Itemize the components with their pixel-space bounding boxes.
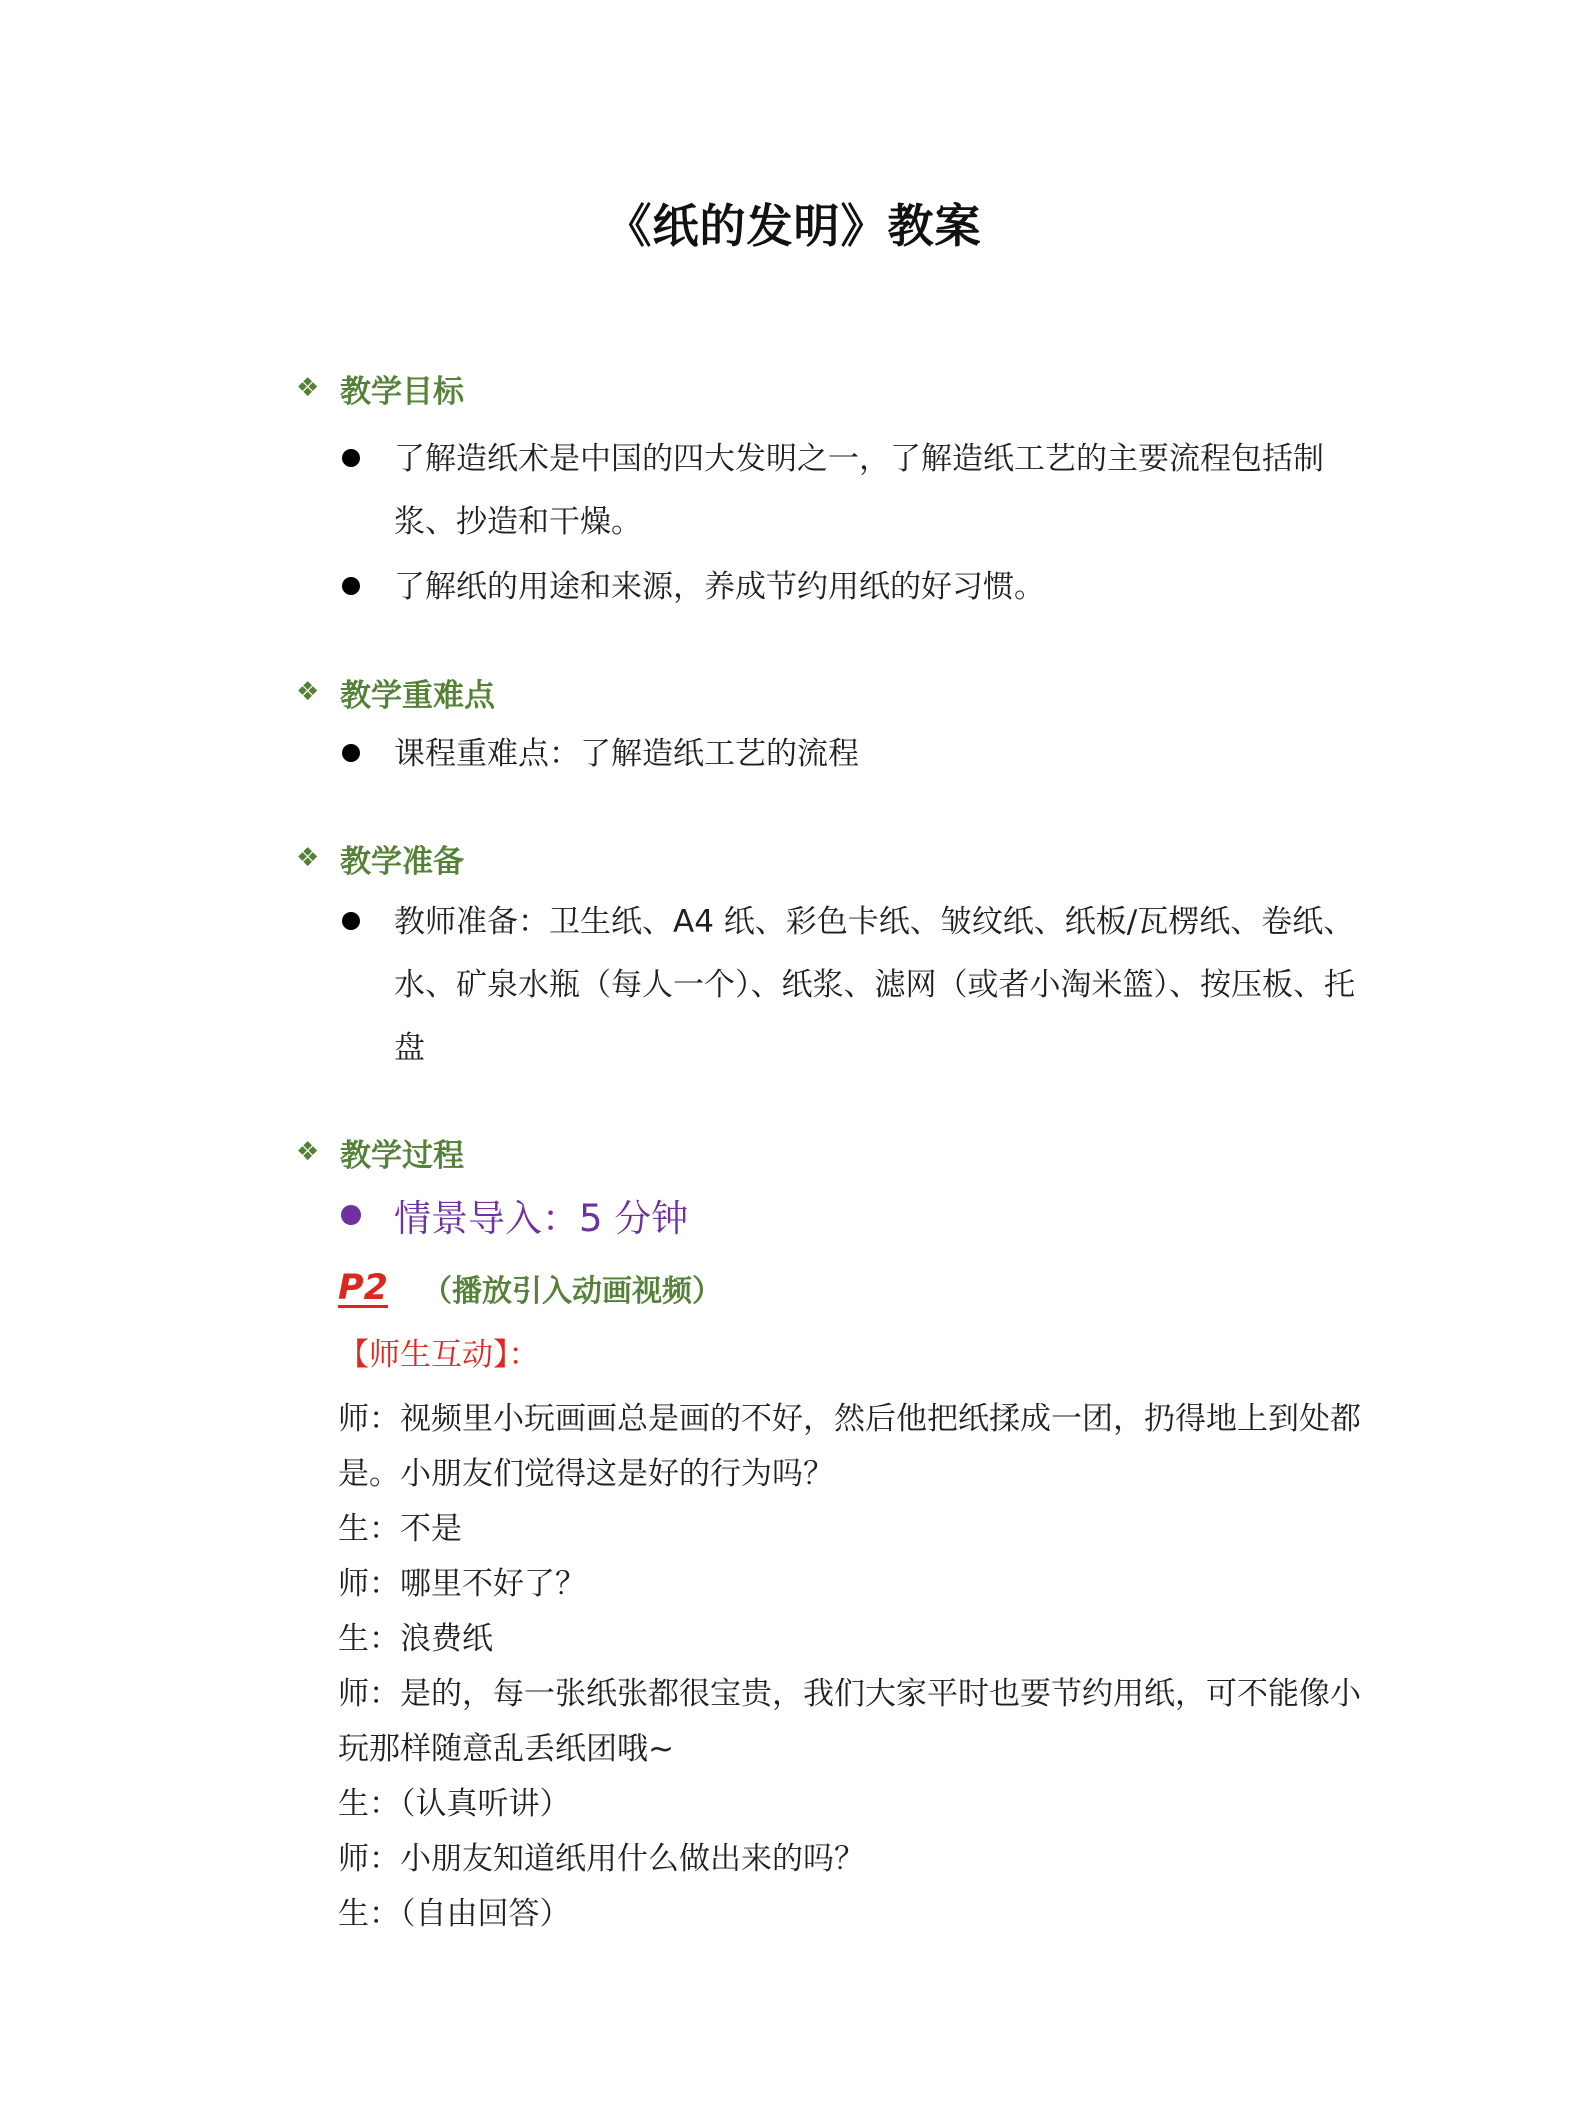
dialogue-line: 生：不是 [338,1511,462,1547]
section-heading-preparation [296,836,464,880]
slide-reference: P2 [338,1268,389,1308]
slide-note: （播放引入动画视频） [422,1274,723,1309]
list-item [336,723,1376,786]
dialogue-line: 师：是的，每一张纸张都很宝贵，我们大家平时也要节约用纸，可不能像小玩那样随意乱丢纸团哦~ [338,1676,1361,1767]
page-title: 《纸的发明》教案 [605,199,982,253]
diamond-cluster-icon: ❖ [296,373,320,403]
list-item-text: 课程重难点：了解造纸工艺的流程 [394,736,859,772]
stage-item [336,1190,688,1240]
bullet-dot-icon [342,912,360,930]
list-item [336,556,1376,619]
bullet-dot-icon [341,1205,361,1225]
section-heading-text: 教学目标 [340,373,464,410]
section-heading-objectives [296,366,464,410]
dialogue-line: 生：浪费纸 [338,1621,493,1657]
list-item-text: 了解纸的用途和来源，养成节约用纸的好习惯。 [394,569,1045,605]
dialogue-line: 师：视频里小玩画画总是画的不好，然后他把纸揉成一团，扔得地上到处都是。小朋友们觉得这是好的行为吗？ [338,1401,1361,1492]
list-item-text: 了解造纸术是中国的四大发明之一，了解造纸工艺的主要流程包括制浆、抄造和干燥。 [394,441,1324,540]
section-heading-text: 教学重难点 [340,677,495,714]
section-heading-text: 教学过程 [340,1137,464,1174]
dialogue-line: 师：哪里不好了？ [338,1566,586,1602]
section-heading-process [296,1130,464,1174]
list-item [336,891,1376,1080]
list-item [336,428,1376,554]
bullet-dot-icon [342,577,360,595]
section-heading-key-points [296,670,495,714]
list-item-text: 教师准备：卫生纸、A4 纸、彩色卡纸、皱纹纸、纸板/瓦楞纸、卷纸、水、矿泉水瓶（每人一个）、纸浆、滤网（或者小淘米篮）、按压板、托盘 [394,904,1355,1066]
diamond-cluster-icon: ❖ [296,677,320,707]
stage-text: 情景导入：5 分钟 [394,1197,689,1240]
bullet-dot-icon [342,744,360,762]
section-heading-text: 教学准备 [340,843,464,880]
interaction-label: 【师生互动】： [338,1337,540,1373]
bullet-dot-icon [342,449,360,467]
diamond-cluster-icon: ❖ [296,843,320,873]
dialogue-line: 师：小朋友知道纸用什么做出来的吗？ [338,1841,865,1877]
diamond-cluster-icon: ❖ [296,1137,320,1167]
dialogue-line: 生：（认真听讲） [338,1786,571,1822]
slide-line [338,1265,722,1311]
dialogue-line: 生：（自由回答） [338,1896,571,1932]
